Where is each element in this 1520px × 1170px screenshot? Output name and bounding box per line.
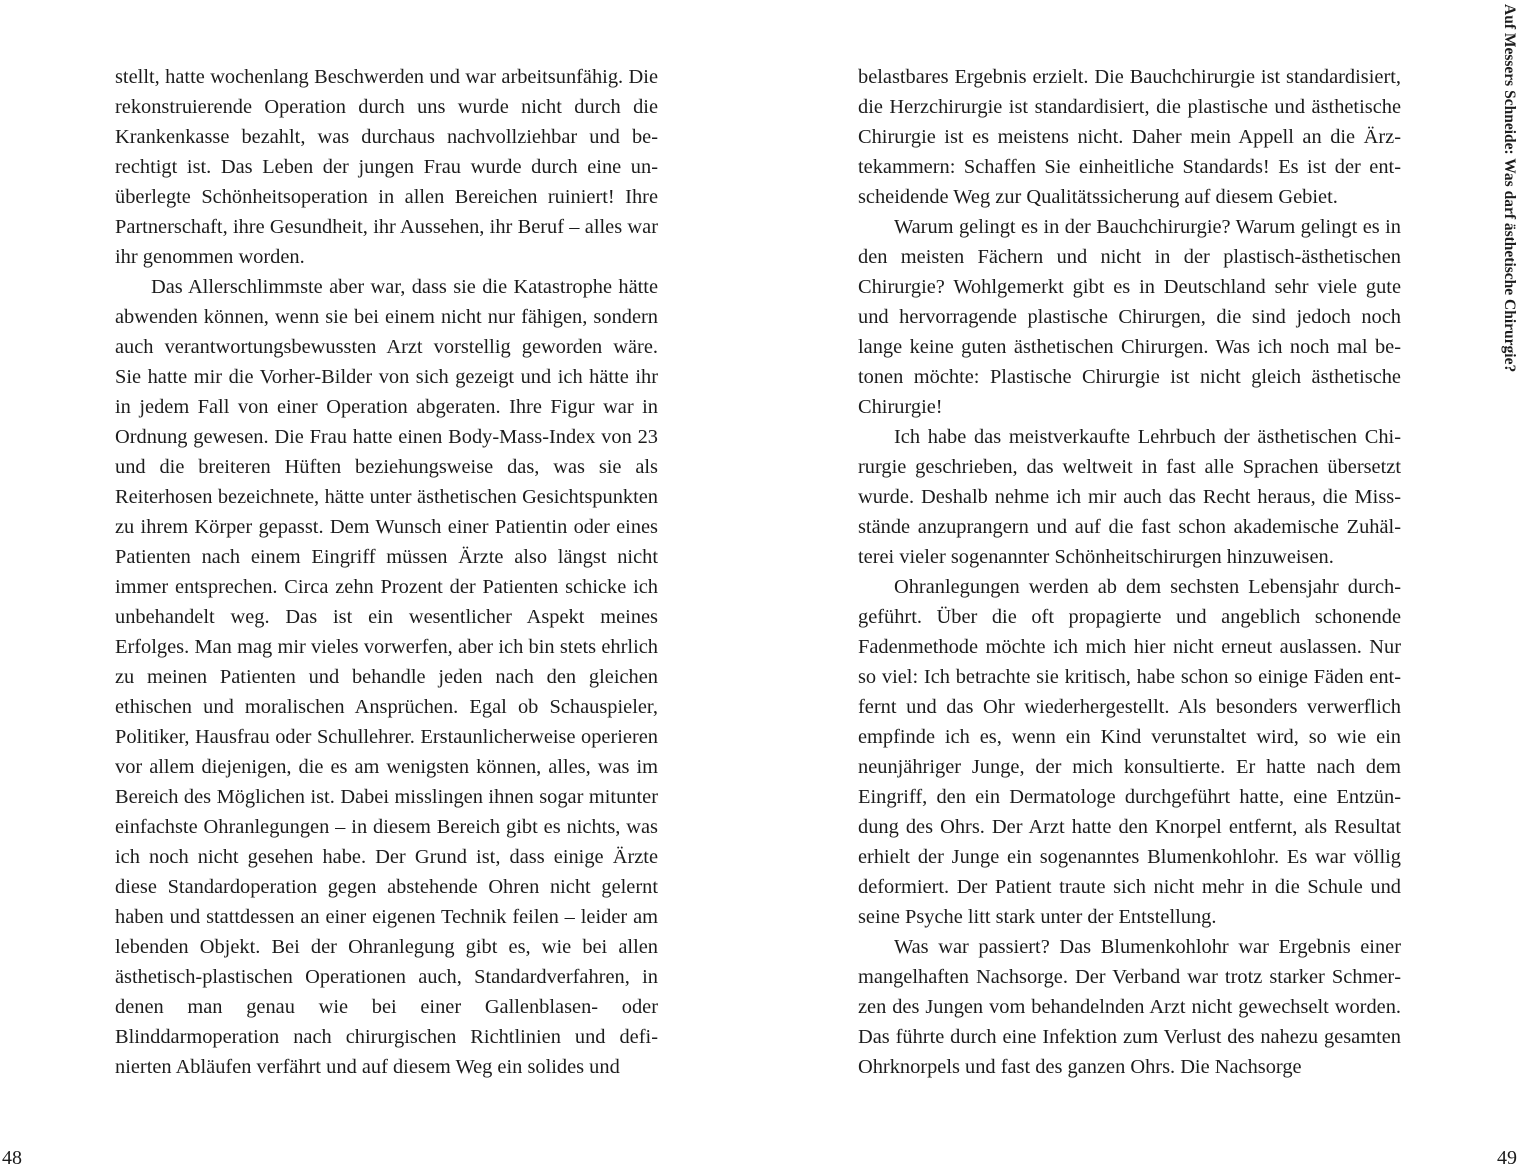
- page-number-right: 49: [1497, 1147, 1517, 1169]
- paragraph: belastbares Ergebnis erzielt. Die Bauchchirurgie ist standardisiert, die Herzchirurgie ist standardisiert, die plastische und ästhetische Chirurgie ist es meistens nicht. Daher mein Appell an die Ärztekammern: Schaffen Sie einheitliche Standards! Es ist der entscheidende Weg zur Qualitätssicherung auf diesem Gebiet.: [858, 66, 1401, 208]
- paragraph: Warum gelingt es in der Bauchchirurgie? Warum gelingt es in den meisten Fächern und nicht in der plastisch-ästhetischen Chirurgie? Wohlgemerkt gibt es in Deutschland sehr viele gute und hervorragende plastische Chirurgen, die sind jedoch noch lange keine guten ästhetischen Chirurgen. Was ich noch mal betonen möchte: Plastische Chirurgie ist nicht gleich ästhetische Chirurgie!: [858, 216, 1401, 418]
- right-text-column: [858, 62, 1401, 1082]
- paragraph: Das Allerschlimmste aber war, dass sie die Katastrophe hätte abwenden können, wenn sie bei einem nicht nur fähigen, sondern auch verantwortungsbewussten Arzt vorstellig geworden wäre. Sie hatte mir die Vorher-Bilder von sich gezeigt und ich hätte ihr in jedem Fall von einer Operation abgeraten. Ihre Figur war in Ordnung gewesen. Die Frau hatte einen Body-Mass-Index von 23 und die breiteren Hüften beziehungsweise das, was sie als Reiterhosen bezeichnete, hätte unter ästhetischen Gesichtspunkten zu ihrem Körper gepasst. Dem Wunsch einer Patientin oder eines Patienten nach einem Eingriff müssen Ärzte also längst nicht immer entsprechen. Circa zehn Prozent der Patienten schicke ich unbehandelt weg. Das ist ein wesentlicher Aspekt meines Erfolges. Man mag mir vieles vorwerfen, aber ich bin stets ehrlich zu meinen Patienten und behandle jeden nach den gleichen ethischen und moralischen Ansprüchen. Egal ob Schauspieler, Politiker, Hausfrau oder Schullehrer. Erstaunlicherweise operieren vor allem diejenigen, die es am wenigsten können, alles, was im Bereich des Möglichen ist. Dabei misslingen ihnen sogar mitunter einfachste Ohranlegungen – in diesem Bereich gibt es nichts, was ich noch nicht gesehen habe. Der Grund ist, dass einige Ärzte diese Standardoperation gegen abstehende Ohren nicht gelernt haben und stattdessen an einer eigenen Technik feilen – leider am lebenden Objekt. Bei der Ohranlegung gibt es, wie bei allen ästhetisch-plastischen Operationen auch, Standardverfahren, in denen man genau wie bei einer Gallenblasen- oder Blinddarmoperation nach chirurgischen Richtlinien und definierten Abläufen verfährt und auf diesem Weg ein solides und: [115, 276, 658, 1078]
- left-text-column: [115, 62, 658, 1082]
- left-page: [0, 0, 760, 1168]
- paragraph: Ohranlegungen werden ab dem sechsten Lebensjahr durchgeführt. Über die oft propagierte und angeblich schonende Fadenmethode möchte ich mich hier nicht erneut auslassen. Nur so viel: Ich betrachte sie kritisch, habe schon so einige Fäden entfernt und das Ohr wiederhergestellt. Als besonders verwerflich empfinde ich es, wenn ein Kind verunstaltet wird, so wie ein neunjähriger Junge, der mich konsultierte. Er hatte nach dem Eingriff, den ein Dermatologe durchgeführt hatte, eine Entzündung des Ohrs. Der Arzt hatte den Knorpel entfernt, als Resultat erhielt der Junge ein sogenanntes Blumenkohlohr. Es war völlig deformiert. Der Patient traute sich nicht mehr in die Schule und seine Psyche litt stark unter der Entstellung.: [858, 576, 1401, 928]
- right-page: [760, 0, 1520, 1168]
- running-head: Auf Messers Schneide: Was darf ästhetische Chirurgie?: [1501, 4, 1518, 373]
- paragraph: stellt, hatte wochenlang Beschwerden und war arbeitsunfähig. Die rekonstruierende Operation durch uns wurde nicht durch die Krankenkasse bezahlt, was durchaus nachvollziehbar und berechtigt ist. Das Leben der jungen Frau wurde durch eine unüberlegte Schönheitsoperation in allen Bereichen ruiniert! Ihre Partnerschaft, ihre Gesundheit, ihr Aussehen, ihr Beruf – alles war ihr genommen worden.: [115, 66, 658, 268]
- paragraph: Ich habe das meistverkaufte Lehrbuch der ästhetischen Chirurgie geschrieben, das weltweit in fast alle Sprachen übersetzt wurde. Deshalb nehme ich mir auch das Recht heraus, die Missstände anzuprangern und auf die fast schon akademische Zuhälterei vieler sogenannter Schönheitschirurgen hinzuweisen.: [858, 426, 1401, 568]
- page-number-left: 48: [2, 1147, 22, 1169]
- paragraph: Was war passiert? Das Blumenkohlohr war Ergebnis einer mangelhaften Nachsorge. Der Verband war trotz starker Schmerzen des Jungen vom behandelnden Arzt nicht gewechselt worden. Das führte durch eine Infektion zum Verlust des nahezu gesamten Ohrknorpels und fast des ganzen Ohrs. Die Nachsorge: [858, 936, 1401, 1078]
